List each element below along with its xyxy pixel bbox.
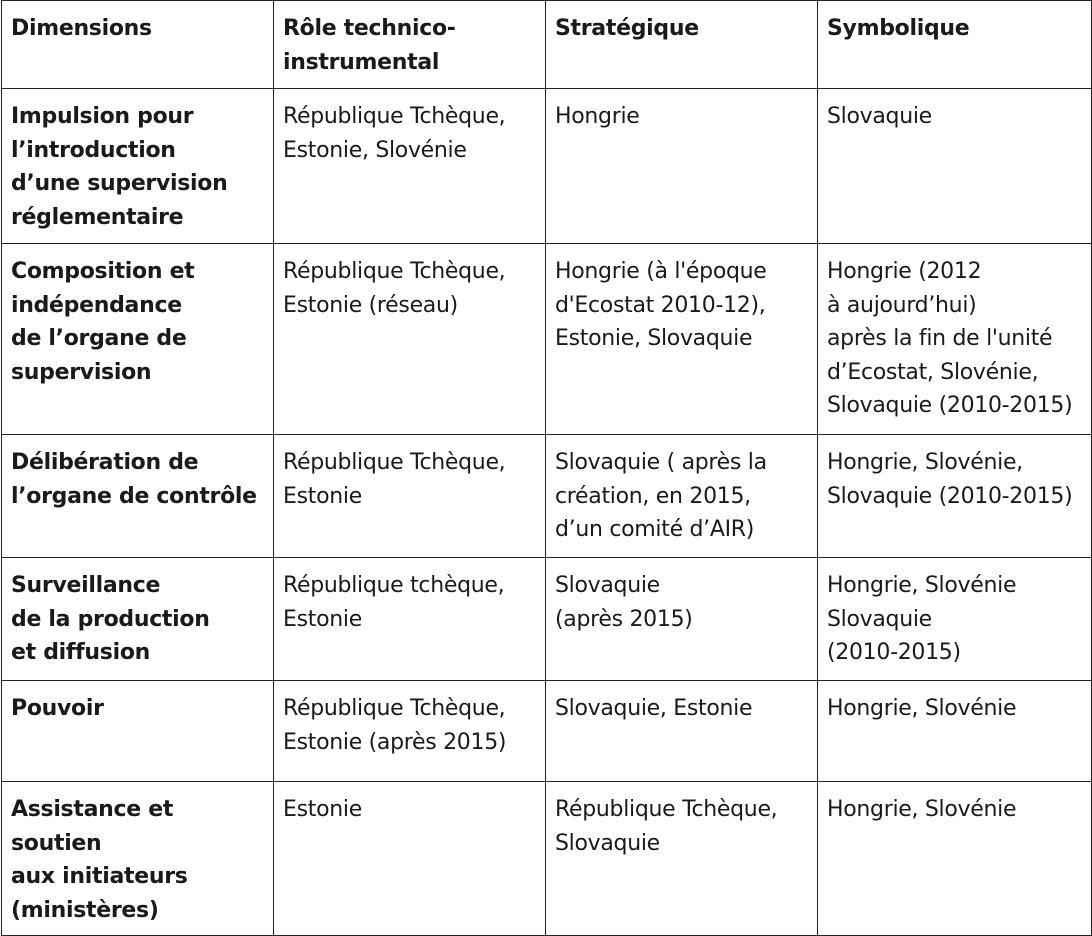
symbolique-cell: Hongrie (2012 à aujourd’hui) après la fin de l'unité d’Ecostat, Slovénie, Slovaquie (2010-2015)	[818, 244, 1092, 435]
strategique-cell: Slovaquie ( après la création, en 2015, d’un comité d’AIR)	[546, 435, 818, 558]
technico-cell: Estonie	[274, 782, 546, 936]
table-row	[2, 681, 1092, 782]
dimension-cell: Assistance et soutien aux initiateurs (ministères)	[2, 782, 274, 936]
symbolique-cell: Hongrie, Slovénie Slovaquie (2010-2015)	[818, 558, 1092, 681]
technico-cell: République Tchèque, Estonie, Slovénie	[274, 89, 546, 244]
symbolique-cell: Hongrie, Slovénie, Slovaquie (2010-2015)	[818, 435, 1092, 558]
strategique-cell: Hongrie	[546, 89, 818, 244]
symbolique-cell: Hongrie, Slovénie	[818, 782, 1092, 936]
dimension-cell: Impulsion pour l’introduction d’une supervision réglementaire	[2, 89, 274, 244]
dimension-cell: Surveillance de la production et diffusion	[2, 558, 274, 681]
header-technico-instrumental: Rôle technico- instrumental	[274, 1, 546, 89]
technico-cell: République tchèque, Estonie	[274, 558, 546, 681]
dimension-cell: Pouvoir	[2, 681, 274, 782]
header-symbolique: Symbolique	[818, 1, 1092, 89]
dimension-cell: Délibération de l’organe de contrôle	[2, 435, 274, 558]
dimension-cell: Composition et indépendance de l’organe de supervision	[2, 244, 274, 435]
header-row	[2, 1, 1092, 89]
technico-cell: République Tchèque, Estonie	[274, 435, 546, 558]
table-row	[2, 89, 1092, 244]
header-strategique: Stratégique	[546, 1, 818, 89]
strategique-cell: Slovaquie, Estonie	[546, 681, 818, 782]
header-dimensions: Dimensions	[2, 1, 274, 89]
table-row	[2, 435, 1092, 558]
table-row	[2, 782, 1092, 936]
strategique-cell: Slovaquie (après 2015)	[546, 558, 818, 681]
symbolique-cell: Hongrie, Slovénie	[818, 681, 1092, 782]
strategique-cell: Hongrie (à l'époque d'Ecostat 2010-12), Estonie, Slovaquie	[546, 244, 818, 435]
strategique-cell: République Tchèque, Slovaquie	[546, 782, 818, 936]
table-row	[2, 558, 1092, 681]
comparison-table	[1, 0, 1092, 936]
table-row	[2, 244, 1092, 435]
technico-cell: République Tchèque, Estonie (réseau)	[274, 244, 546, 435]
technico-cell: République Tchèque, Estonie (après 2015)	[274, 681, 546, 782]
symbolique-cell: Slovaquie	[818, 89, 1092, 244]
